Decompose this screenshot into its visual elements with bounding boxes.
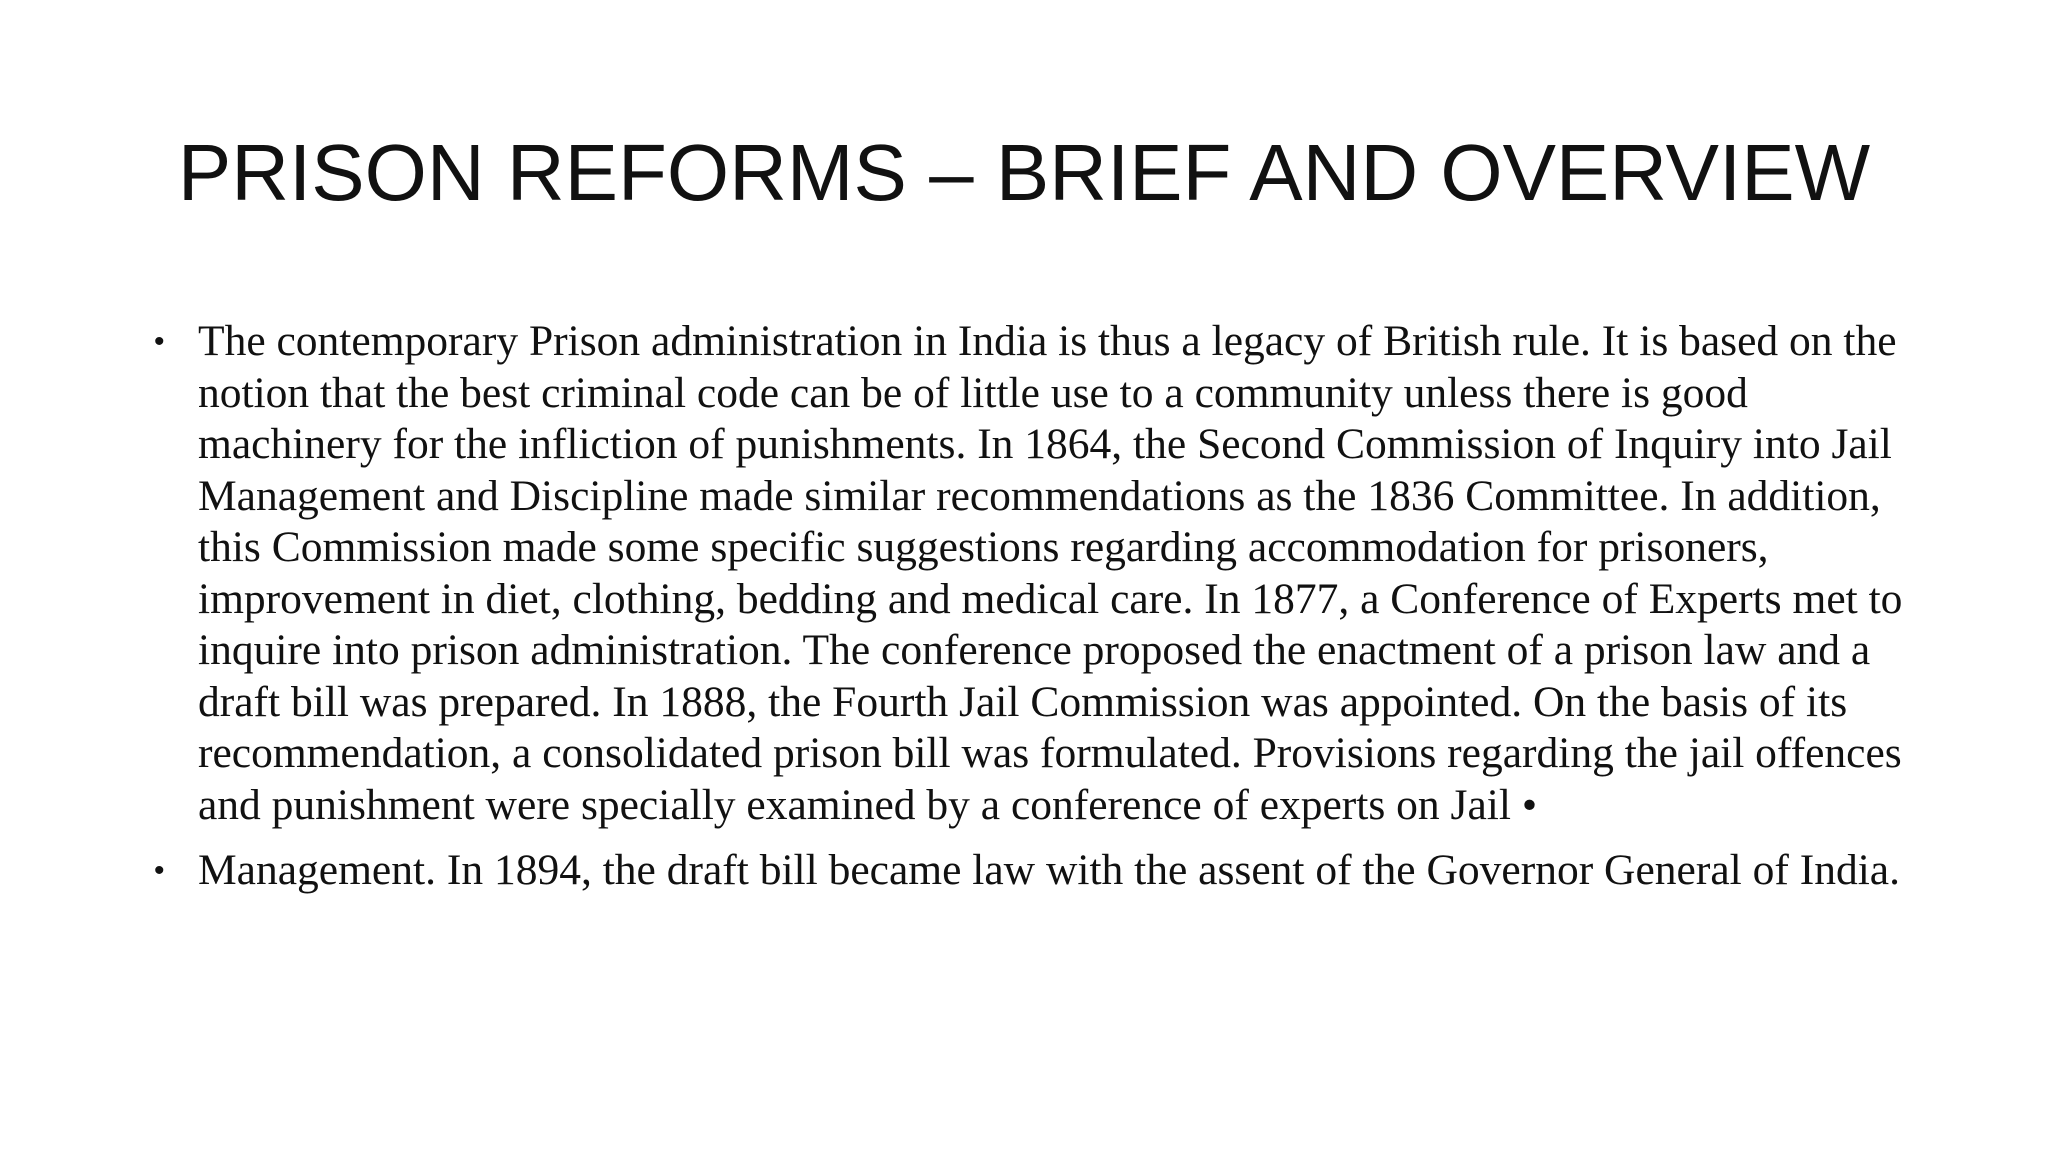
bullet-item xyxy=(148,845,1918,897)
bullet-list xyxy=(148,316,1918,897)
bullet-text: The contemporary Prison administration in India is thus a legacy of British rule. It is based on the notion that the best criminal code can be of little use to a community unless there is good machinery for the infliction of punishments. In 1864, the Second Commission of Inquiry into Jail Management and Discipline made similar recommendations as the 1836 Committee. In addition, this Commission made some specific suggestions regarding accommodation for prisoners, improvement in diet, clothing, bedding and medical care. In 1877, a Conference of Experts met to inquire into prison administration. The conference proposed the enactment of a prison law and a draft bill was prepared. In 1888, the Fourth Jail Commission was appointed. On the basis of its recommendation, a consolidated prison bill was formulated. Provisions regarding the jail offences and punishment were specially examined by a conference of experts on Jail • xyxy=(198,317,1903,829)
slide-title: PRISON REFORMS – BRIEF AND OVERVIEW xyxy=(177,128,1871,217)
bullet-icon: • xyxy=(154,325,165,358)
bullet-text: Management. In 1894, the draft bill became law with the assent of the Governor General of India. xyxy=(198,846,1900,894)
bullet-icon: • xyxy=(154,854,165,887)
bullet-item xyxy=(148,316,1918,831)
